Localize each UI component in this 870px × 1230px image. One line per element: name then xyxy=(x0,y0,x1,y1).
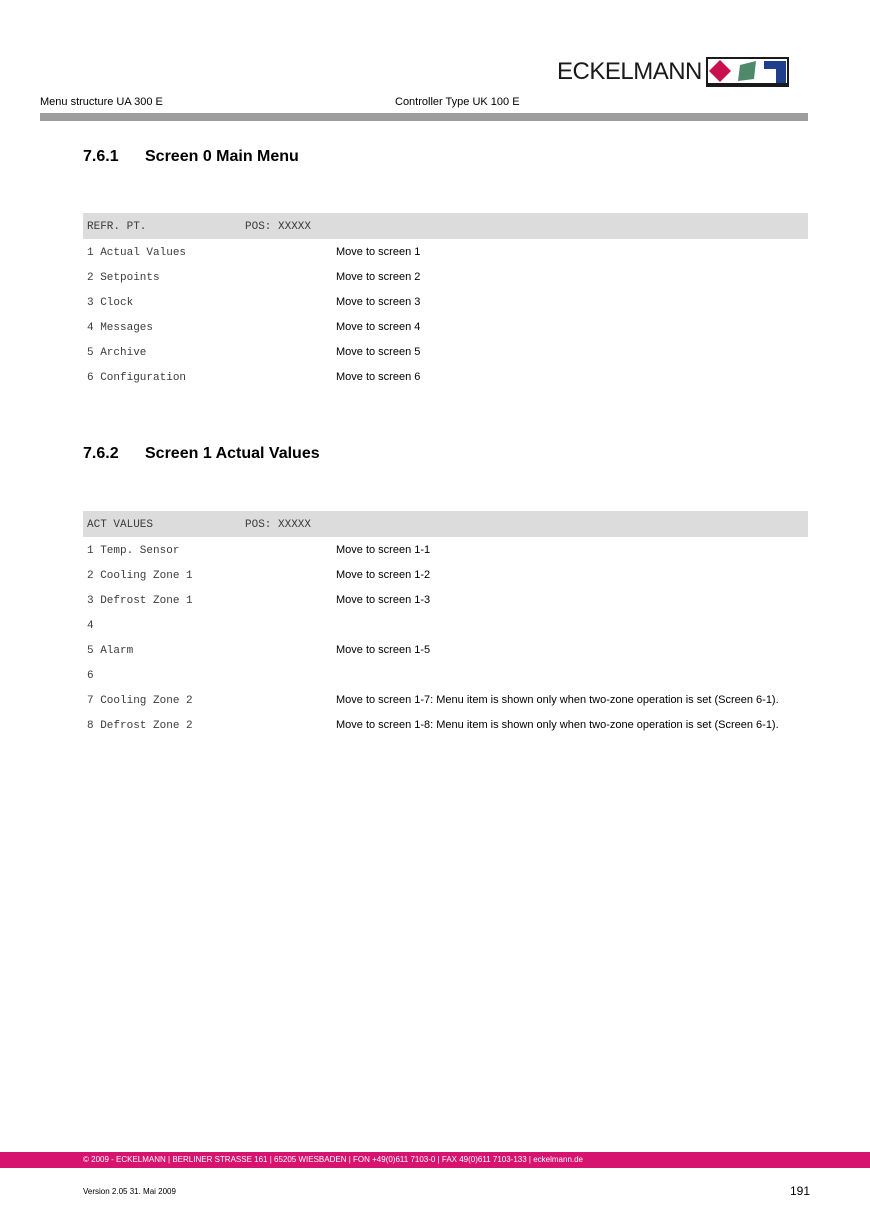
menu-item: 3 Defrost Zone 1 xyxy=(87,595,193,607)
table-header-position: POS: XXXXX xyxy=(245,221,312,233)
table-row xyxy=(83,339,808,364)
menu-item: 5 Archive xyxy=(87,347,147,359)
menu-item-description: Move to screen 1-1 xyxy=(336,544,431,556)
menu-item: 2 Cooling Zone 1 xyxy=(87,570,193,582)
menu-item-description: Move to screen 3 xyxy=(336,296,421,308)
menu-item-description: Move to screen 1 xyxy=(336,246,421,258)
table-row xyxy=(83,537,808,562)
table-header-position: POS: XXXXX xyxy=(245,519,312,531)
header-controller-type: Controller Type UK 100 E xyxy=(395,96,520,108)
table-row xyxy=(83,364,808,389)
menu-item-description: Move to screen 1-8: Menu item is shown only when two-zone operation is set (Screen 6-1). xyxy=(336,719,779,731)
menu-item-description: Move to screen 1-7: Menu item is shown only when two-zone operation is set (Screen 6-1). xyxy=(336,694,779,706)
header-document-title: Menu structure UA 300 E xyxy=(40,96,163,108)
menu-item: 3 Clock xyxy=(87,297,134,309)
table-row xyxy=(83,264,808,289)
menu-item-description: Move to screen 1-3 xyxy=(336,594,431,606)
menu-item-description: Move to screen 1-2 xyxy=(336,569,431,581)
table-row xyxy=(83,562,808,587)
table-header xyxy=(83,511,808,537)
table-header-label: ACT VALUES xyxy=(87,519,154,531)
menu-item-description: Move to screen 6 xyxy=(336,371,421,383)
menu-item: 6 Configuration xyxy=(87,372,187,384)
menu-item: 8 Defrost Zone 2 xyxy=(87,720,193,732)
menu-item: 4 xyxy=(87,620,94,632)
table-row xyxy=(83,637,808,662)
menu-item: 2 Setpoints xyxy=(87,272,160,284)
section-number: 7.6.1 xyxy=(83,148,119,165)
menu-item-description: Move to screen 1-5 xyxy=(336,644,431,656)
table-row xyxy=(83,662,808,687)
section-number: 7.6.2 xyxy=(83,445,119,462)
section-title: Screen 1 Actual Values xyxy=(145,445,320,462)
table-row xyxy=(83,289,808,314)
company-logo xyxy=(557,57,789,87)
actual-values-table xyxy=(83,511,808,737)
menu-item-description: Move to screen 4 xyxy=(336,321,421,333)
section-heading-main-menu xyxy=(83,148,299,166)
table-row xyxy=(83,712,808,737)
logo-text: ECKELMANN xyxy=(557,58,702,85)
table-row xyxy=(83,314,808,339)
menu-item-description: Move to screen 5 xyxy=(336,346,421,358)
menu-item: 7 Cooling Zone 2 xyxy=(87,695,193,707)
menu-item: 1 Actual Values xyxy=(87,247,187,259)
table-row xyxy=(83,687,808,712)
menu-item: 6 xyxy=(87,670,94,682)
menu-item-description: Move to screen 2 xyxy=(336,271,421,283)
header-divider xyxy=(40,113,808,121)
menu-item: 5 Alarm xyxy=(87,645,134,657)
table-row xyxy=(83,587,808,612)
table-row xyxy=(83,612,808,637)
table-header xyxy=(83,213,808,239)
menu-item: 1 Temp. Sensor xyxy=(87,545,180,557)
menu-item: 4 Messages xyxy=(87,322,154,334)
table-header-label: REFR. PT. xyxy=(87,221,147,233)
footer-company-info: © 2009 - ECKELMANN | BERLINER STRASSE 161 | 65205 WIESBADEN | FON +49(0)611 7103-0 | FAX 49(0)611 7103-133 | eckelmann.de xyxy=(83,1155,584,1164)
main-menu-table xyxy=(83,213,808,389)
table-row xyxy=(83,239,808,264)
section-heading-actual-values xyxy=(83,445,320,463)
page-number: 191 xyxy=(790,1184,811,1198)
section-title: Screen 0 Main Menu xyxy=(145,148,299,165)
version-info: Version 2.05 31. Mai 2009 xyxy=(83,1187,176,1196)
logo-squares-icon xyxy=(706,57,789,87)
